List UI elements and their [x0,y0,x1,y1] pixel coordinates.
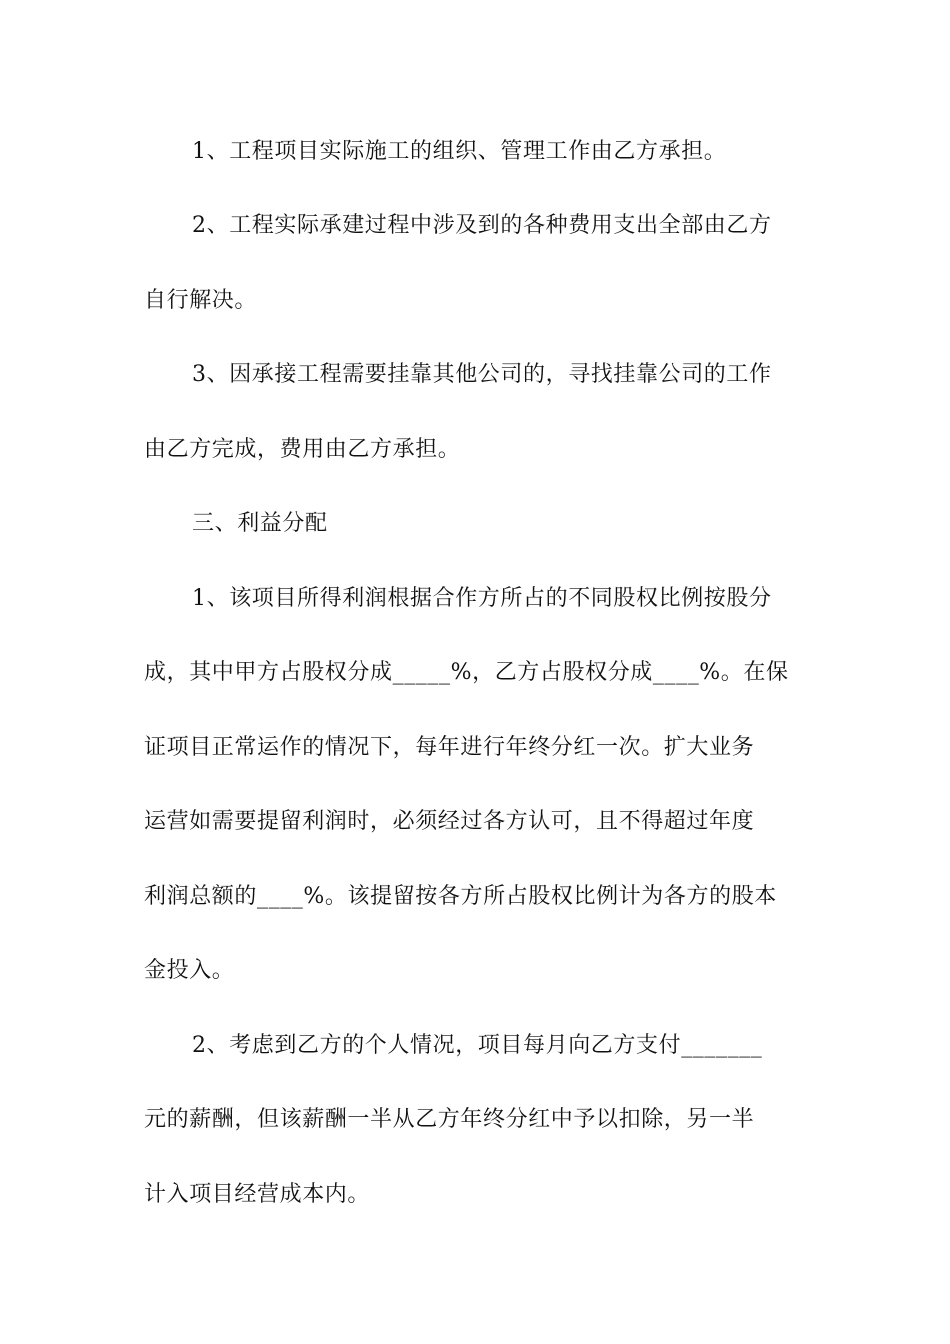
profit-clause-2-line-3: 计入项目经营成本内。 [144,1182,371,1207]
clause-2-line-2: 自行解决。 [144,288,258,313]
profit-clause-1-line-3: 证项目正常运作的情况下，每年进行年终分红一次。扩大业务 [144,735,755,760]
clause-2-line-1: 2、工程实际承建过程中涉及到的各种费用支出全部由乙方 [192,213,772,238]
profit-clause-1-line-4: 运营如需要提留利润时，必须经过各方认可，且不得超过年度 [144,809,755,834]
profit-clause-1-line-1: 1、该项目所得利润根据合作方所占的不同股权比例按股分 [192,586,772,611]
profit-clause-1-line-6: 金投入。 [144,958,235,983]
clause-3-line-1: 3、因承接工程需要挂靠其他公司的，寻找挂靠公司的工作 [192,362,772,387]
profit-clause-1-line-2: 成，其中甲方占股权分成_____%，乙方占股权分成____%。在保 [144,660,789,685]
profit-clause-2-line-1: 2、考虑到乙方的个人情况，项目每月向乙方支付_______ [192,1033,763,1058]
clause-1-line: 1、工程项目实际施工的组织、管理工作由乙方承担。 [192,139,727,164]
clause-3-line-2: 由乙方完成，费用由乙方承担。 [144,437,461,462]
profit-clause-2-line-2: 元的薪酬，但该薪酬一半从乙方年终分红中予以扣除，另一半 [144,1107,755,1132]
section-heading: 三、利益分配 [192,511,328,536]
profit-clause-1-line-5: 利润总额的____%。该提留按各方所占股权比例计为各方的股本 [144,884,777,909]
